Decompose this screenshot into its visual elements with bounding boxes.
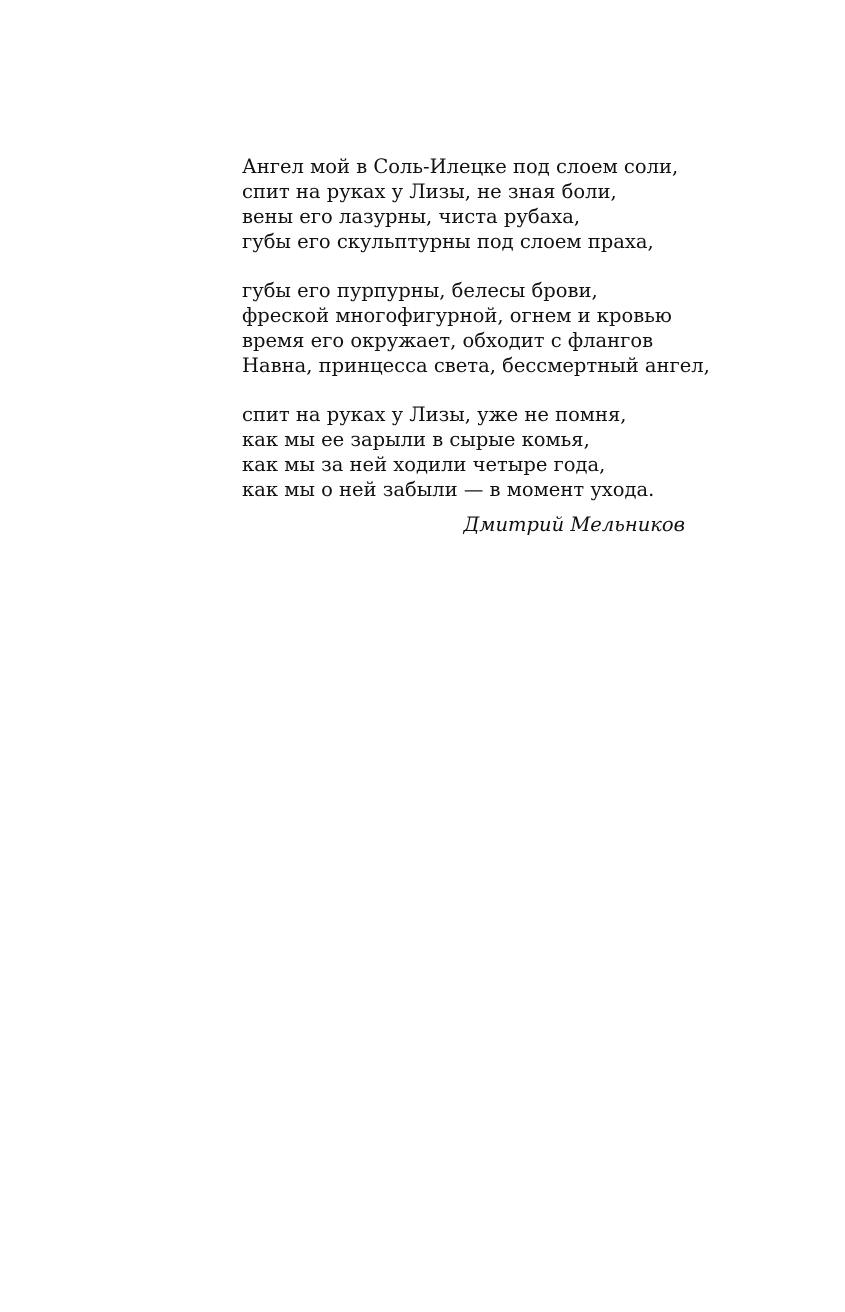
poem-line: вены его лазурны, чиста рубаха, xyxy=(242,205,581,228)
poem xyxy=(242,154,710,537)
poem-line: время его окружает, обходит с флангов xyxy=(242,329,654,352)
stanza-1 xyxy=(242,154,692,254)
poem-line: как мы ее зарыли в сырые комья, xyxy=(242,428,590,451)
poem-line: Ангел мой в Соль-Илецке под слоем соли, xyxy=(242,155,679,178)
poem-line: фреской многофигурной, огнем и кровью xyxy=(242,304,672,327)
poem-line: спит на руках у Лизы, не зная боли, xyxy=(242,180,617,203)
poem-line: как мы о ней забыли — в момент ухода. xyxy=(242,478,655,501)
poem-line: губы его пурпурны, белесы брови, xyxy=(242,279,598,302)
poem-author: Дмитрий Мельников xyxy=(463,513,685,536)
stanza-3 xyxy=(242,402,692,502)
poem-line: губы его скульптурны под слоем праха, xyxy=(242,230,654,253)
stanza-2 xyxy=(242,278,710,378)
poem-line: спит на руках у Лизы, уже не помня, xyxy=(242,403,627,426)
poem-line: Навна, принцесса света, бессмертный ангел, xyxy=(242,354,710,377)
poem-line: как мы за ней ходили четыре года, xyxy=(242,453,606,476)
